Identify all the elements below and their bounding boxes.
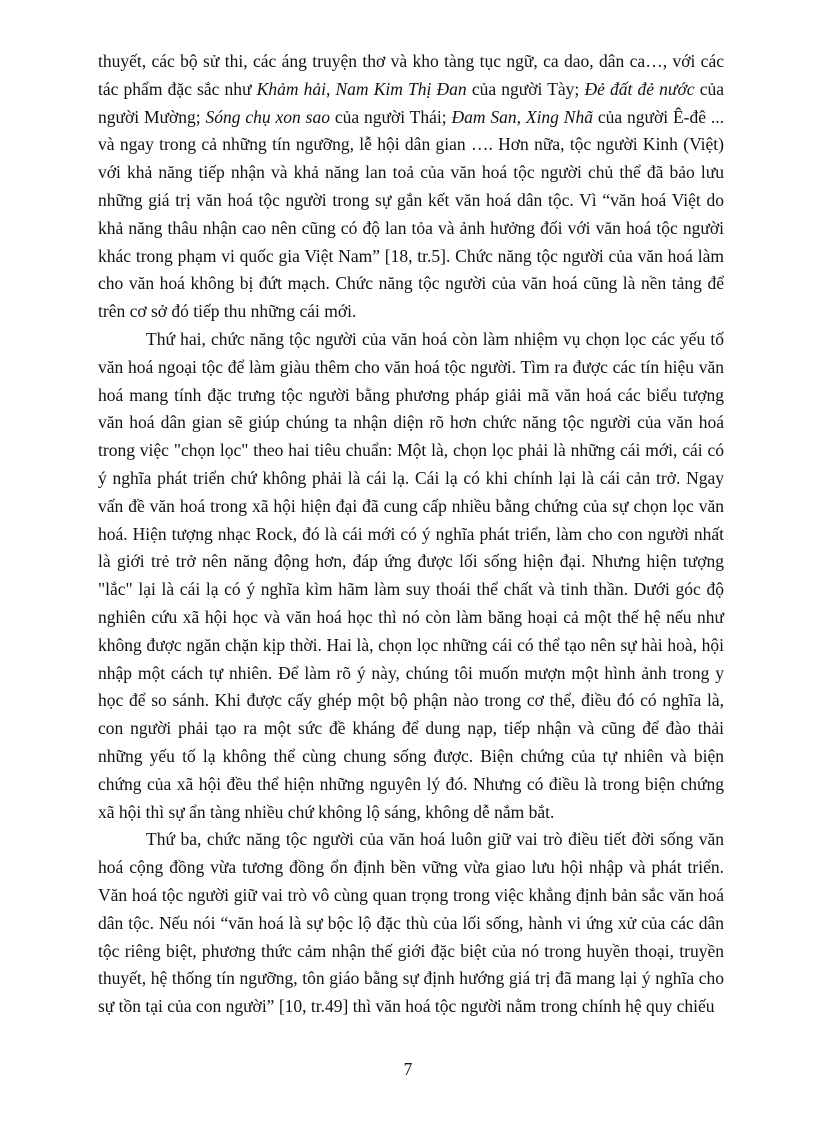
text-segment: sự tồn tại của con người” [10, tr.49] thì văn hoá tộc người nằm trong chính hệ quy chiếu: [98, 996, 715, 1017]
paragraph-line: [98, 467, 724, 489]
paragraph-line: [98, 411, 724, 433]
text-segment: là giới trẻ trở nên năng động hơn, đáp ứng được lối sống hiện đại. Nhưng hiện tượng: [98, 551, 724, 572]
text-segment: "lắc" lại là cái lạ có ý nghĩa kìm hãm làm suy thoái thể chất và tinh thần. Dưới góc độ: [98, 579, 724, 600]
text-segment: trong việc "chọn lọc" theo hai tiêu chuẩn: Một là, chọn lọc phải là những cái mới, cái có: [98, 440, 724, 461]
text-segment: vấn đề văn hoá trong xã hội hiện đại đã cung cấp nhiều bằng chứng của sự chọn lọc văn: [98, 495, 724, 516]
text-segment: nghiên cứu xã hội học và văn hoá học thì nó còn làm băng hoại cả một thế hệ nếu như: [98, 607, 724, 627]
text-segment: con người phải tạo ra một sức đề kháng để dung nạp, tiếp nhận và cũng để đào thải: [98, 718, 724, 739]
text-segment: cho văn hoá không bị đứt mạch. Chức năng tộc người của văn hoá cũng là nền tảng để: [98, 273, 724, 294]
paragraph-line: [98, 356, 724, 378]
text-segment: những giá trị văn hoá tộc người trong sự gắn kết văn hoá dân tộc. Vì “văn hoá Việt do: [98, 190, 724, 210]
paragraph-line: [98, 161, 724, 183]
paragraph-line: [98, 773, 724, 795]
text-segment: văn hoá dân gian sẽ giúp chúng ta nhận diện rõ hơn chức năng tộc người của văn hoá: [98, 412, 724, 433]
text-segment: Thứ ba, chức năng tộc người của văn hoá luôn giữ vai trò điều tiết đời sống văn: [146, 829, 724, 850]
paragraph-line: [98, 606, 724, 628]
paragraph-line: [98, 106, 724, 128]
text-segment: không được ngăn chặn kịp thời. Hai là, chọn lọc những cái có thể tạo nên sự hài hoà, hội: [98, 634, 724, 655]
paragraph-line: [146, 828, 724, 850]
text-segment: những yếu tố lạ không thể cùng chung sống được. Biện chứng của tự nhiên và biện: [98, 746, 724, 766]
paragraph-line: [98, 662, 724, 684]
paragraph-line: [98, 217, 724, 239]
paragraph-line: [98, 967, 724, 989]
text-segment: ý nghĩa phát triển chứ không phải là cái lạ. Cái lạ có khi chính lại là cái cản trở. Ngay: [98, 468, 724, 488]
text-segment: người Mường;: [98, 106, 206, 127]
italic-title-text: Khảm hải, Nam Kim Thị Đan: [256, 78, 467, 99]
text-segment: xã hội thì sự ẩn tàng nhiều chứ không lộ sáng, không dễ nắm bắt.: [98, 801, 555, 822]
text-segment: thuyết, hệ thống tín ngưỡng, tôn giáo bằng sự định hướng giá trị đã mang lại ý nghĩa cho: [98, 968, 724, 989]
paragraph-line: [98, 495, 724, 517]
paragraph-line: [98, 245, 724, 267]
italic-title-text: Đam San, Xing Nhã: [451, 106, 593, 127]
text-segment: hoá. Hiện tượng nhạc Rock, đó là cái mới có ý nghĩa phát triển, làm cho con người nhất: [98, 523, 724, 544]
page-number: 7: [403, 1059, 413, 1079]
text-segment: văn hoá ngoại tộc để làm giàu thêm cho văn hoá tộc người. Tìm ra được các tín hiệu văn: [98, 356, 724, 377]
text-segment: chứng của xã hội đều thể hiện những nguyên lý đó. Nhưng có điều là trong biện chứng: [98, 773, 724, 794]
paragraph-line: [98, 578, 724, 600]
text-segment: trên cơ sở đó tiếp thu những cái mới.: [98, 301, 357, 322]
text-segment: của người Ê-đê ...: [592, 106, 725, 127]
italic-title-text: Đẻ đất đẻ nước: [584, 78, 695, 99]
text-segment: dân tộc. Nếu nói “văn hoá là sự bộc lộ đặc thù của lối sống, hành vi ứng xử của các dân: [98, 912, 724, 933]
paragraph-line: [98, 940, 724, 962]
paragraph-line: [98, 884, 724, 906]
text-segment: hoá cộng đồng vừa tương đồng ổn định bền vững vừa giao lưu hội nhập và phát triển.: [98, 857, 724, 878]
paragraph-line: [98, 300, 356, 322]
paragraph-line: [98, 912, 724, 934]
paragraph-line: [98, 634, 724, 656]
text-segment: tộc riêng biệt, phương thức cảm nhận thế giới đặc biệt của nó trong huyền thoại, truyền: [98, 940, 724, 961]
paragraph-line: [98, 801, 554, 823]
text-segment: thuyết, các bộ sử thi, các áng truyện thơ và kho tàng tục ngữ, ca dao, dân ca…, với các: [98, 51, 724, 71]
text-segment: của người Tày;: [466, 78, 585, 99]
paragraph-line: [98, 995, 715, 1017]
paragraph-line: [98, 189, 724, 211]
paragraph-line: [98, 745, 724, 767]
text-segment: nhập một cách tự nhiên. Để làm rõ ý này, chúng tôi muốn mượn một hình ảnh trong y: [98, 662, 724, 683]
paragraph-line: [146, 328, 724, 350]
text-segment: tác phẩm đặc sắc như: [98, 78, 257, 99]
paragraph-line: [98, 133, 724, 155]
text-segment: Văn hoá tộc người giữ vai trò vô cùng quan trọng trong việc khẳng định bản sắc văn hoá: [98, 885, 724, 905]
text-segment: với khả năng tiếp nhận và khả năng lan toả của văn hoá tộc người chủ thể đã bảo lưu: [98, 162, 724, 183]
text-segment: và ngay trong cả những tín ngưỡng, lễ hội dân gian …. Hơn nữa, tộc người Kinh (Việt): [98, 134, 724, 155]
paragraph-line: [98, 523, 724, 545]
paragraph-line: [98, 439, 724, 461]
text-segment: của: [694, 78, 725, 99]
paragraph-line: [98, 50, 724, 72]
paragraph-line: [98, 856, 724, 878]
paragraph-line: [98, 78, 724, 100]
text-segment: khả năng thâu nhận cao nên cũng có độ lan tỏa và ảnh hưởng đối với văn hoá tộc người: [98, 217, 724, 238]
italic-title-text: Sóng chụ xon sao: [205, 106, 330, 127]
paragraph-line: [98, 272, 724, 294]
text-segment: hoá mang tính đặc trưng tộc người bằng phương pháp giải mã văn hoá các biểu tượng: [98, 384, 724, 405]
text-segment: học để so sánh. Khi được cấy ghép một bộ phận nào trong cơ thể, điều đó có nghĩa là,: [98, 690, 724, 711]
paragraph-line: [98, 717, 724, 739]
paragraph-line: [98, 384, 724, 406]
text-segment: Thứ hai, chức năng tộc người của văn hoá còn làm nhiệm vụ chọn lọc các yếu tố: [146, 329, 724, 349]
paragraph-line: [98, 689, 724, 711]
paragraph-line: [98, 550, 724, 572]
text-segment: của người Thái;: [329, 106, 452, 127]
text-segment: khác trong phạm vi quốc gia Việt Nam” [18, tr.5]. Chức năng tộc người của văn hoá làm: [98, 245, 724, 266]
